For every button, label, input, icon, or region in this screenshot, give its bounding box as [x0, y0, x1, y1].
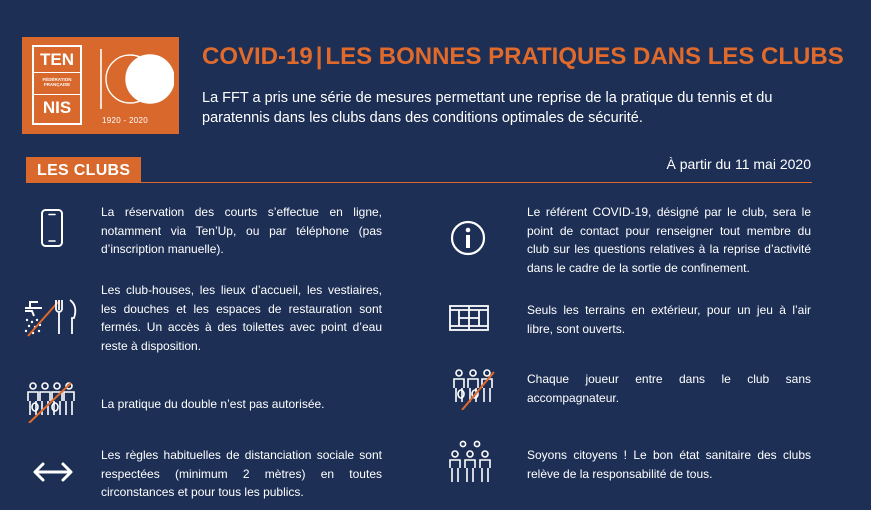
distance-arrows-icon — [32, 461, 74, 483]
logo-federation: FÉDÉRATION FRANÇAISE — [42, 77, 72, 87]
section-label: LES CLUBS — [26, 157, 141, 183]
logo-tennis-box — [32, 45, 82, 125]
page-title — [202, 42, 844, 72]
title-prefix: COVID-19 — [202, 43, 313, 70]
item-text: Soyons citoyens ! Le bon état sanitaire des clubs relève de la responsabilité de tous. — [527, 448, 811, 481]
no-companion-icon — [452, 368, 496, 410]
logo-nis: NIS — [42, 98, 72, 117]
centenary-100-icon — [92, 43, 174, 115]
item-text: Seuls les terrains en extérieur, pour un jeu à l’air libre, sont ouverts. — [527, 303, 811, 336]
intro-text: La FFT a pris une série de mesures permettant une reprise de la pratique du tennis et du paratennis dans les clubs dans des conditions optimales de sécurité. — [202, 90, 773, 126]
item-text: Le référent COVID-19, désigné par le club, sera le point de contact pour renseigner tout membre du club sur les questions relatives à la reprise d’activité dans le cadre de la sortie de confinement. — [527, 205, 811, 275]
smartphone-icon — [40, 208, 64, 248]
item-text: Les règles habituelles de distanciation sociale sont respectées (minimum 2 mètres) en toutes circonstances et pour tous les publics. — [101, 448, 382, 499]
tennis-court-icon — [449, 305, 489, 331]
shower-dining-closed-icon — [22, 296, 82, 338]
citizens-group-icon — [449, 440, 491, 484]
fft-logo — [22, 37, 179, 134]
info-icon — [450, 220, 486, 256]
logo-years: 1920 - 2020 — [102, 116, 149, 125]
logo-ten: TEN — [40, 50, 74, 69]
logo-divider-top — [34, 72, 80, 73]
effective-date: À partir du 11 mai 2020 — [666, 156, 811, 172]
item-text: Les club-houses, les lieux d’accueil, les vestiaires, les douches et les espaces de restauration sont fermés. Un accès à des toilettes avec point d’eau reste à disposition. — [101, 283, 382, 353]
logo-divider-bottom — [34, 94, 80, 95]
item-text: La pratique du double n’est pas autorisée. — [101, 397, 325, 411]
item-text: La réservation des courts s’effectue en ligne, notamment via Ten’Up, ou par téléphone (pas d’inscription manuelle). — [101, 205, 382, 256]
no-doubles-icon — [25, 381, 75, 423]
title-separator: | — [315, 43, 323, 70]
item-text: Chaque joueur entre dans le club sans accompagnateur. — [527, 372, 811, 405]
title-main: LES BONNES PRATIQUES DANS LES CLUBS — [325, 43, 844, 70]
section-divider — [26, 182, 812, 183]
